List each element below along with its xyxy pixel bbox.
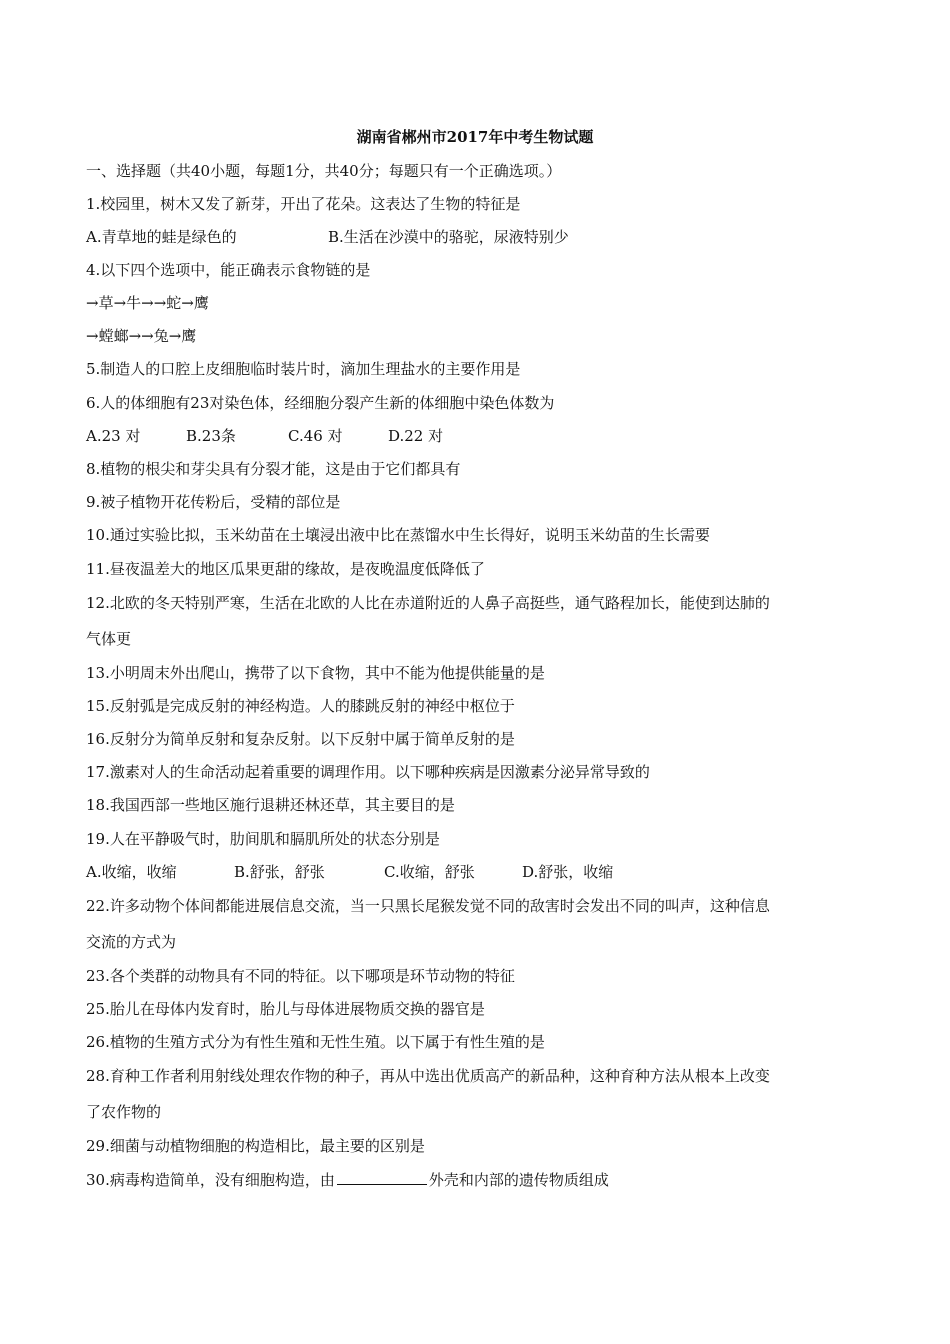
question-6-options <box>86 427 443 445</box>
section-heading: 一、选择题（共40小题，每题1分，共40分；每题只有一个正确选项。） <box>86 162 562 180</box>
option-c: C.收缩，舒张 <box>384 863 475 881</box>
question-13: 13.小明周末外出爬山，携带了以下食物，其中不能为他提供能量的是 <box>86 664 545 682</box>
option-a: A.23 对 <box>86 427 141 445</box>
question-30-text-after: 外壳和内部的遗传物质组成 <box>428 1171 609 1189</box>
question-22-continued: 交流的方式为 <box>86 933 177 951</box>
question-28-continued: 了农作物的 <box>86 1103 162 1121</box>
question-12-continued: 气体更 <box>86 630 132 648</box>
question-19: 19.人在平静吸气时，肋间肌和膈肌所处的状态分别是 <box>86 830 440 848</box>
question-29: 29.细菌与动植物细胞的构造相比，最主要的区别是 <box>86 1137 425 1155</box>
question-23: 23.各个类群的动物具有不同的特征。以下哪项是环节动物的特征 <box>86 967 515 985</box>
question-9: 9.被子植物开花传粉后，受精的部位是 <box>86 493 341 511</box>
question-1: 1.校园里，树木又发了新芽，开出了花朵。这表达了生物的特征是 <box>86 195 521 213</box>
question-25: 25.胎儿在母体内发育时，胎儿与母体进展物质交换的器官是 <box>86 1000 485 1018</box>
question-15: 15.反射弧是完成反射的神经构造。人的膝跳反射的神经中枢位于 <box>86 697 515 715</box>
question-6: 6.人的体细胞有23对染色体，经细胞分裂产生新的体细胞中染色体数为 <box>86 394 555 412</box>
question-4-option-line: →螳螂→→兔→鹰 <box>86 327 197 345</box>
question-30-text-before: 30.病毒构造简单，没有细胞构造，由 <box>86 1171 335 1189</box>
question-12: 12.北欧的冬天特别严寒，生活在北欧的人比在赤道附近的人鼻子高挺些，通气路程加长，能使到达肺的 <box>86 594 770 612</box>
document-title: 湖南省郴州市2017年中考生物试题 <box>356 128 594 146</box>
question-28: 28.育种工作者利用射线处理农作物的种子，再从中选出优质高产的新品种，这种育种方法从根本上改变 <box>86 1067 770 1085</box>
question-8: 8.植物的根尖和芽尖具有分裂才能，这是由于它们都具有 <box>86 460 461 478</box>
question-17: 17.激素对人的生命活动起着重要的调理作用。以下哪种疾病是因激素分泌异常导致的 <box>86 763 650 781</box>
fill-in-blank <box>337 1170 427 1185</box>
question-30 <box>86 1170 609 1189</box>
question-5: 5.制造人的口腔上皮细胞临时装片时，滴加生理盐水的主要作用是 <box>86 360 521 378</box>
question-1-options <box>86 228 569 246</box>
option-d: D.22 对 <box>388 427 444 445</box>
question-18: 18.我国西部一些地区施行退耕还林还草，其主要目的是 <box>86 796 455 814</box>
question-4: 4.以下四个选项中，能正确表示食物链的是 <box>86 261 371 279</box>
question-10: 10.通过实验比拟，玉米幼苗在土壤浸出液中比在蒸馏水中生长得好，说明玉米幼苗的生长需要 <box>86 526 710 544</box>
option-b: B.生活在沙漠中的骆驼，尿液特别少 <box>328 228 569 246</box>
question-26: 26.植物的生殖方式分为有性生殖和无性生殖。以下属于有性生殖的是 <box>86 1033 545 1051</box>
option-b: B.舒张，舒张 <box>234 863 325 881</box>
question-22: 22.许多动物个体间都能进展信息交流，当一只黑长尾猴发觉不同的敌害时会发出不同的叫声，这种信息 <box>86 897 770 915</box>
option-a: A.收缩，收缩 <box>86 863 177 881</box>
option-d: D.舒张，收缩 <box>522 863 614 881</box>
option-b: B.23条 <box>186 427 236 445</box>
option-c: C.46 对 <box>288 427 343 445</box>
question-11: 11.昼夜温差大的地区瓜果更甜的缘故，是夜晚温度低降低了 <box>86 560 485 578</box>
question-19-options <box>86 863 613 881</box>
question-4-option-line: →草→牛→→蛇→鹰 <box>86 294 209 312</box>
question-16: 16.反射分为简单反射和复杂反射。以下反射中属于简单反射的是 <box>86 730 515 748</box>
option-a: A.青草地的蛙是绿色的 <box>86 228 237 246</box>
